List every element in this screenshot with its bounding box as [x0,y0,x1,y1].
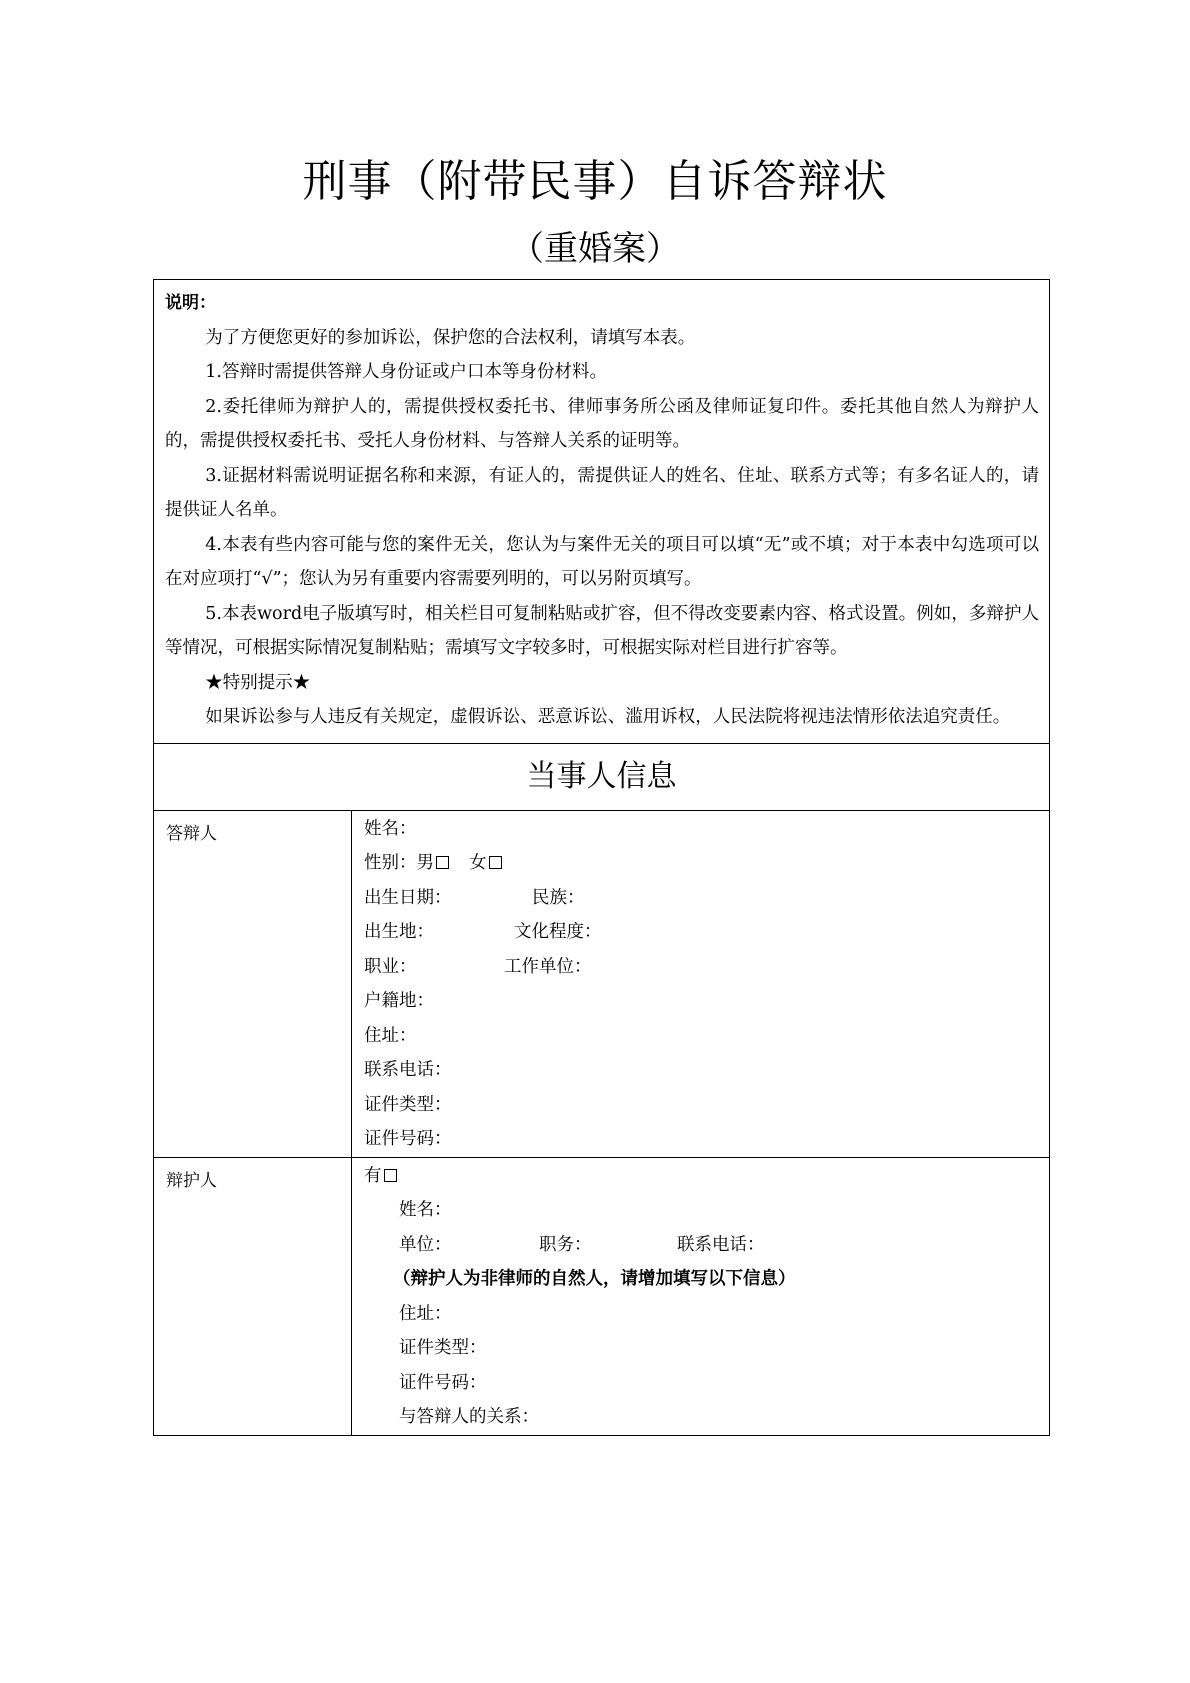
defender-address-field[interactable]: 住址： [399,1303,452,1324]
respondent-fields [352,811,1049,1157]
gender-male-label: 男 [416,853,434,873]
respondent-birth-row [364,881,1049,916]
defender-has-checkbox[interactable] [384,1169,397,1182]
defender-id-number-field[interactable]: 证件号码： [399,1372,487,1393]
defender-fields [352,1158,1049,1435]
respondent-address-field[interactable]: 住址： [364,1025,417,1046]
respondent-gender-label: 性别： [364,853,417,873]
special-notice-text: 如果诉讼参与人违反有关规定，虚假诉讼、恶意诉讼、滥用诉权，人民法院将视违法情形依法追究责任。 [205,707,1011,727]
respondent-ethnicity-field[interactable]: 民族： [532,887,585,908]
respondent-occupation-field[interactable]: 职业： [364,956,417,977]
instruction-paragraph: 5.本表word电子版填写时，相关栏目可复制粘贴或扩容，但不得改变要素内容、格式设置。例如，多辩护人等情况，可根据实际情况复制粘贴；需填写文字较多时，可根据实际对栏目进行扩容等。 [165,603,1039,658]
document-subtitle: （重婚案） [510,229,680,269]
respondent-id-number-field[interactable]: 证件号码： [364,1129,452,1149]
document-title: 刑事（附带民事）自诉答辩状 [302,156,888,207]
instructions-heading: 说明： [165,293,216,313]
gender-female-checkbox[interactable] [489,856,502,869]
respondent-employer-field[interactable]: 工作单位： [504,956,592,977]
respondent-birthplace-row [364,915,1049,950]
respondent-birthplace-field[interactable]: 出生地： [364,922,434,942]
instructions-block [154,280,1049,744]
gender-female-label: 女 [469,853,487,873]
answer-form-table [153,279,1050,1436]
defender-id-type-field[interactable]: 证件类型： [399,1338,487,1358]
defender-row [154,1157,1049,1435]
instruction-paragraph: 为了方便您更好的参加诉讼，保护您的合法权利，请填写本表。 [205,327,696,348]
non-lawyer-note: （辩护人为非律师的自然人，请增加填写以下信息） [393,1269,796,1289]
respondent-phone-field[interactable]: 联系电话： [364,1060,452,1080]
respondent-row [154,811,1049,1157]
respondent-label: 答辩人 [154,811,352,1157]
respondent-occupation-row [364,950,1049,985]
defender-has-label: 有 [364,1165,382,1186]
respondent-name-label: 姓名： [364,818,417,839]
defender-unit-row [364,1228,1049,1263]
respondent-birth-date-field[interactable]: 出生日期： [364,887,452,908]
respondent-education-field[interactable]: 文化程度： [514,922,602,942]
defender-label: 辩护人 [154,1158,352,1435]
defender-has-field [364,1159,1049,1194]
instruction-paragraph: 3.证据材料需说明证据名称和来源，有证人的，需提供证人的姓名、住址、联系方式等；有多名证人的，请提供证人名单。 [165,465,1039,520]
respondent-id-type-field[interactable]: 证件类型： [364,1094,452,1115]
defender-relation-field[interactable]: 与答辩人的关系： [399,1407,539,1427]
instruction-paragraph: 1.答辩时需提供答辩人身份证或户口本等身份材料。 [205,362,607,382]
party-info-section-title: 当事人信息 [154,744,1049,811]
defender-position-field[interactable]: 职务： [539,1234,592,1255]
defender-unit-field[interactable]: 单位： [399,1234,452,1255]
respondent-household-field[interactable]: 户籍地： [364,991,434,1011]
gender-male-checkbox[interactable] [436,856,449,869]
instruction-paragraph: 2.委托律师为辩护人的，需提供授权委托书、律师事务所公函及律师证复印件。委托其他自然人为辩护人的，需提供授权委托书、受托人身份材料、与答辩人关系的证明等。 [165,396,1039,451]
special-notice-heading: ★特别提示★ [205,672,311,693]
defender-name-field[interactable]: 姓名： [399,1200,452,1220]
respondent-name-field[interactable] [364,812,1049,847]
respondent-gender-field [364,846,1049,881]
instruction-paragraph: 4.本表有些内容可能与您的案件无关，您认为与案件无关的项目可以填“无”或不填；对于本表中勾选项可以在对应项打“√”；您认为另有重要内容需要列明的，可以另附页填写。 [165,534,1039,589]
defender-phone-field[interactable]: 联系电话： [677,1234,765,1255]
